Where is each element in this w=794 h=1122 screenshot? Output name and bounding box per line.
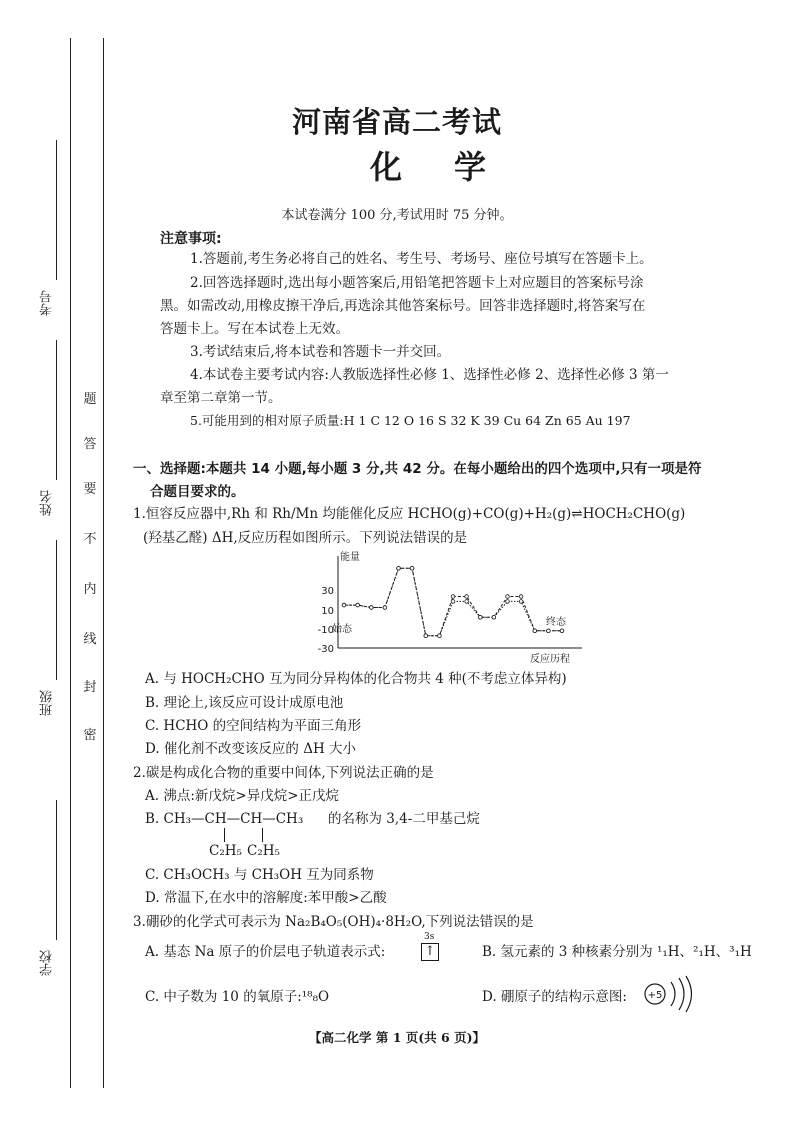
binding-line-inner bbox=[103, 38, 104, 1088]
q1-option-b: B. 理论上,该反应可设计成原电池 bbox=[145, 695, 344, 711]
orbital-label: 3s bbox=[424, 932, 435, 942]
data-point bbox=[451, 600, 455, 604]
data-point bbox=[370, 606, 374, 610]
x-axis-label: 反应历程 bbox=[530, 654, 570, 665]
spin-up-arrow-icon: ↑ bbox=[424, 944, 436, 959]
name-label: 姓名 bbox=[40, 490, 55, 516]
note-line: 答题卡上。写在本试卷上无效。 bbox=[160, 321, 349, 337]
data-point bbox=[451, 595, 455, 599]
q1-option-a: A. 与 HOCH₂CHO 互为同分异构体的化合物共 4 种(不考虑立体异构) bbox=[145, 671, 567, 687]
data-point bbox=[424, 634, 428, 638]
notes-heading: 注意事项: bbox=[160, 231, 222, 247]
data-point bbox=[465, 600, 469, 604]
end-state-label: 终态 bbox=[546, 617, 566, 628]
section1-heading: 一、选择题:本题共 14 小题,每小题 3 分,共 42 分。在每小题给出的四个选项中,只有一项是符 bbox=[133, 461, 702, 477]
q3-option-d: D. 硼原子的结构示意图: bbox=[482, 989, 627, 1005]
seal-char: 线 bbox=[83, 632, 97, 647]
q1-option-d: D. 催化剂不改变该反应的 ΔH 大小 bbox=[145, 741, 357, 757]
branch-bond-1 bbox=[224, 828, 225, 842]
school-label: 学校 bbox=[40, 950, 55, 976]
note-line: 5.可能用到的相对原子质量:H 1 C 12 O 16 S 32 K 39 Cu 64 Zn 65 Au 197 bbox=[190, 413, 631, 428]
seal-char: 答 bbox=[83, 437, 97, 452]
q2-option-c: C. CH₃OCH₃ 与 CH₃OH 互为同系物 bbox=[145, 867, 374, 883]
orbital-box bbox=[421, 943, 439, 961]
q3-option-b: B. 氢元素的 3 种核素分别为 ¹₁H、²₁H、³₁H bbox=[482, 944, 752, 960]
seal-char: 密 bbox=[83, 728, 97, 743]
q1-stem: 1.恒容反应器中,Rh 和 Rh/Mn 均能催化反应 HCHO(g)+CO(g)+H₂(g)⇌HOCH₂CHO(g) bbox=[133, 506, 686, 522]
boron-atom-diagram bbox=[641, 974, 697, 1014]
q2-option-b-substituent: C₂H₅ bbox=[247, 843, 280, 859]
exam-subtitle: 本试卷满分 100 分,考试用时 75 分钟。 bbox=[281, 208, 513, 223]
electron-shell-arc bbox=[679, 978, 684, 1010]
subject-char-left: 化 bbox=[370, 148, 403, 186]
data-point bbox=[506, 595, 510, 599]
data-point bbox=[533, 629, 537, 633]
data-point bbox=[383, 606, 387, 610]
seal-char: 要 bbox=[83, 482, 97, 497]
note-line: 2.回答选择题时,选出每小题答案后,用铅笔把答题卡上对应题目的答案标号涂 bbox=[190, 275, 644, 291]
data-point bbox=[519, 595, 523, 599]
q3-option-c: C. 中子数为 10 的氧原子:¹⁸₈O bbox=[145, 989, 330, 1005]
seal-char: 不 bbox=[83, 532, 97, 547]
subject-char-right: 学 bbox=[454, 148, 487, 186]
q2-stem: 2.碳是构成化合物的重要中间体,下列说法正确的是 bbox=[133, 765, 434, 781]
q3-stem: 3.硼砂的化学式可表示为 Na₂B₄O₅(OH)₄·8H₂O,下列说法错误的是 bbox=[133, 914, 534, 930]
note-line: 黑。如需改动,用橡皮擦干净后,再选涂其他答案标号。回答非选择题时,将答案写在 bbox=[160, 298, 646, 314]
q2-option-b-tail: 的名称为 3,4-二甲基己烷 bbox=[328, 811, 480, 827]
data-point bbox=[342, 603, 346, 607]
seal-char: 内 bbox=[83, 582, 97, 597]
data-point bbox=[465, 595, 469, 599]
data-point bbox=[506, 600, 510, 604]
data-point bbox=[397, 567, 401, 571]
seal-char: 封 bbox=[83, 680, 97, 695]
y-tick-label: 10 bbox=[321, 606, 334, 617]
binding-line-outer bbox=[70, 38, 71, 1088]
y-tick-label: -10 bbox=[317, 625, 334, 636]
data-point bbox=[438, 634, 442, 638]
note-line: 3.考试结束后,将本试卷和答题卡一并交回。 bbox=[190, 344, 451, 360]
q2-option-a: A. 沸点:新戊烷>异戊烷>正戊烷 bbox=[145, 788, 340, 804]
name-line bbox=[56, 340, 57, 480]
branch-bond-2 bbox=[262, 828, 263, 842]
data-point bbox=[410, 567, 414, 571]
y-axis-label: 能量 bbox=[340, 552, 360, 563]
class-label: 班级 bbox=[40, 690, 55, 716]
q2-option-d: D. 常温下,在水中的溶解度:苯甲酸>乙酸 bbox=[145, 890, 387, 906]
data-point bbox=[519, 600, 523, 604]
start-state-label: 始态 bbox=[332, 624, 352, 635]
q1-stem-cont: (羟基乙醛) ΔH,反应历程如图所示。下列说法错误的是 bbox=[143, 530, 468, 546]
data-point bbox=[560, 629, 564, 633]
data-point bbox=[547, 629, 551, 633]
q2-option-b-formula: B. CH₃—CH—CH—CH₃ bbox=[145, 811, 304, 827]
class-line bbox=[56, 540, 57, 680]
electron-shell-arc bbox=[671, 982, 675, 1006]
note-line: 4.本试卷主要考试内容:人教版选择性必修 1、选择性必修 2、选择性必修 3 第一 bbox=[190, 367, 669, 383]
nucleus-charge: +5 bbox=[647, 990, 663, 1001]
page-footer: 【高二化学 第 1 页(共 6 页)】 bbox=[309, 1030, 485, 1045]
exam-title: 河南省高二考试 bbox=[291, 105, 502, 139]
data-point bbox=[479, 616, 483, 620]
electron-shell-arc bbox=[686, 976, 692, 1012]
school-line bbox=[56, 800, 57, 940]
seal-char: 题 bbox=[83, 392, 97, 407]
q1-option-c: C. HCHO 的空间结构为平面三角形 bbox=[145, 718, 362, 734]
y-tick-label: 30 bbox=[321, 586, 334, 597]
q3-option-a: A. 基态 Na 原子的价层电子轨道表示式: bbox=[145, 944, 386, 960]
y-tick-label: -30 bbox=[317, 644, 334, 655]
energy-profile-chart bbox=[300, 548, 590, 668]
note-line: 章至第二章第一节。 bbox=[160, 390, 282, 406]
data-point bbox=[492, 616, 496, 620]
exam-no-label: 考号 bbox=[40, 290, 55, 316]
data-point bbox=[356, 603, 360, 607]
q2-option-b-substituent: C₂H₅ bbox=[209, 843, 242, 859]
section1-heading-cont: 合题目要求的。 bbox=[150, 484, 245, 500]
note-line: 1.答题前,考生务必将自己的姓名、考生号、考场号、座位号填写在答题卡上。 bbox=[190, 251, 653, 267]
